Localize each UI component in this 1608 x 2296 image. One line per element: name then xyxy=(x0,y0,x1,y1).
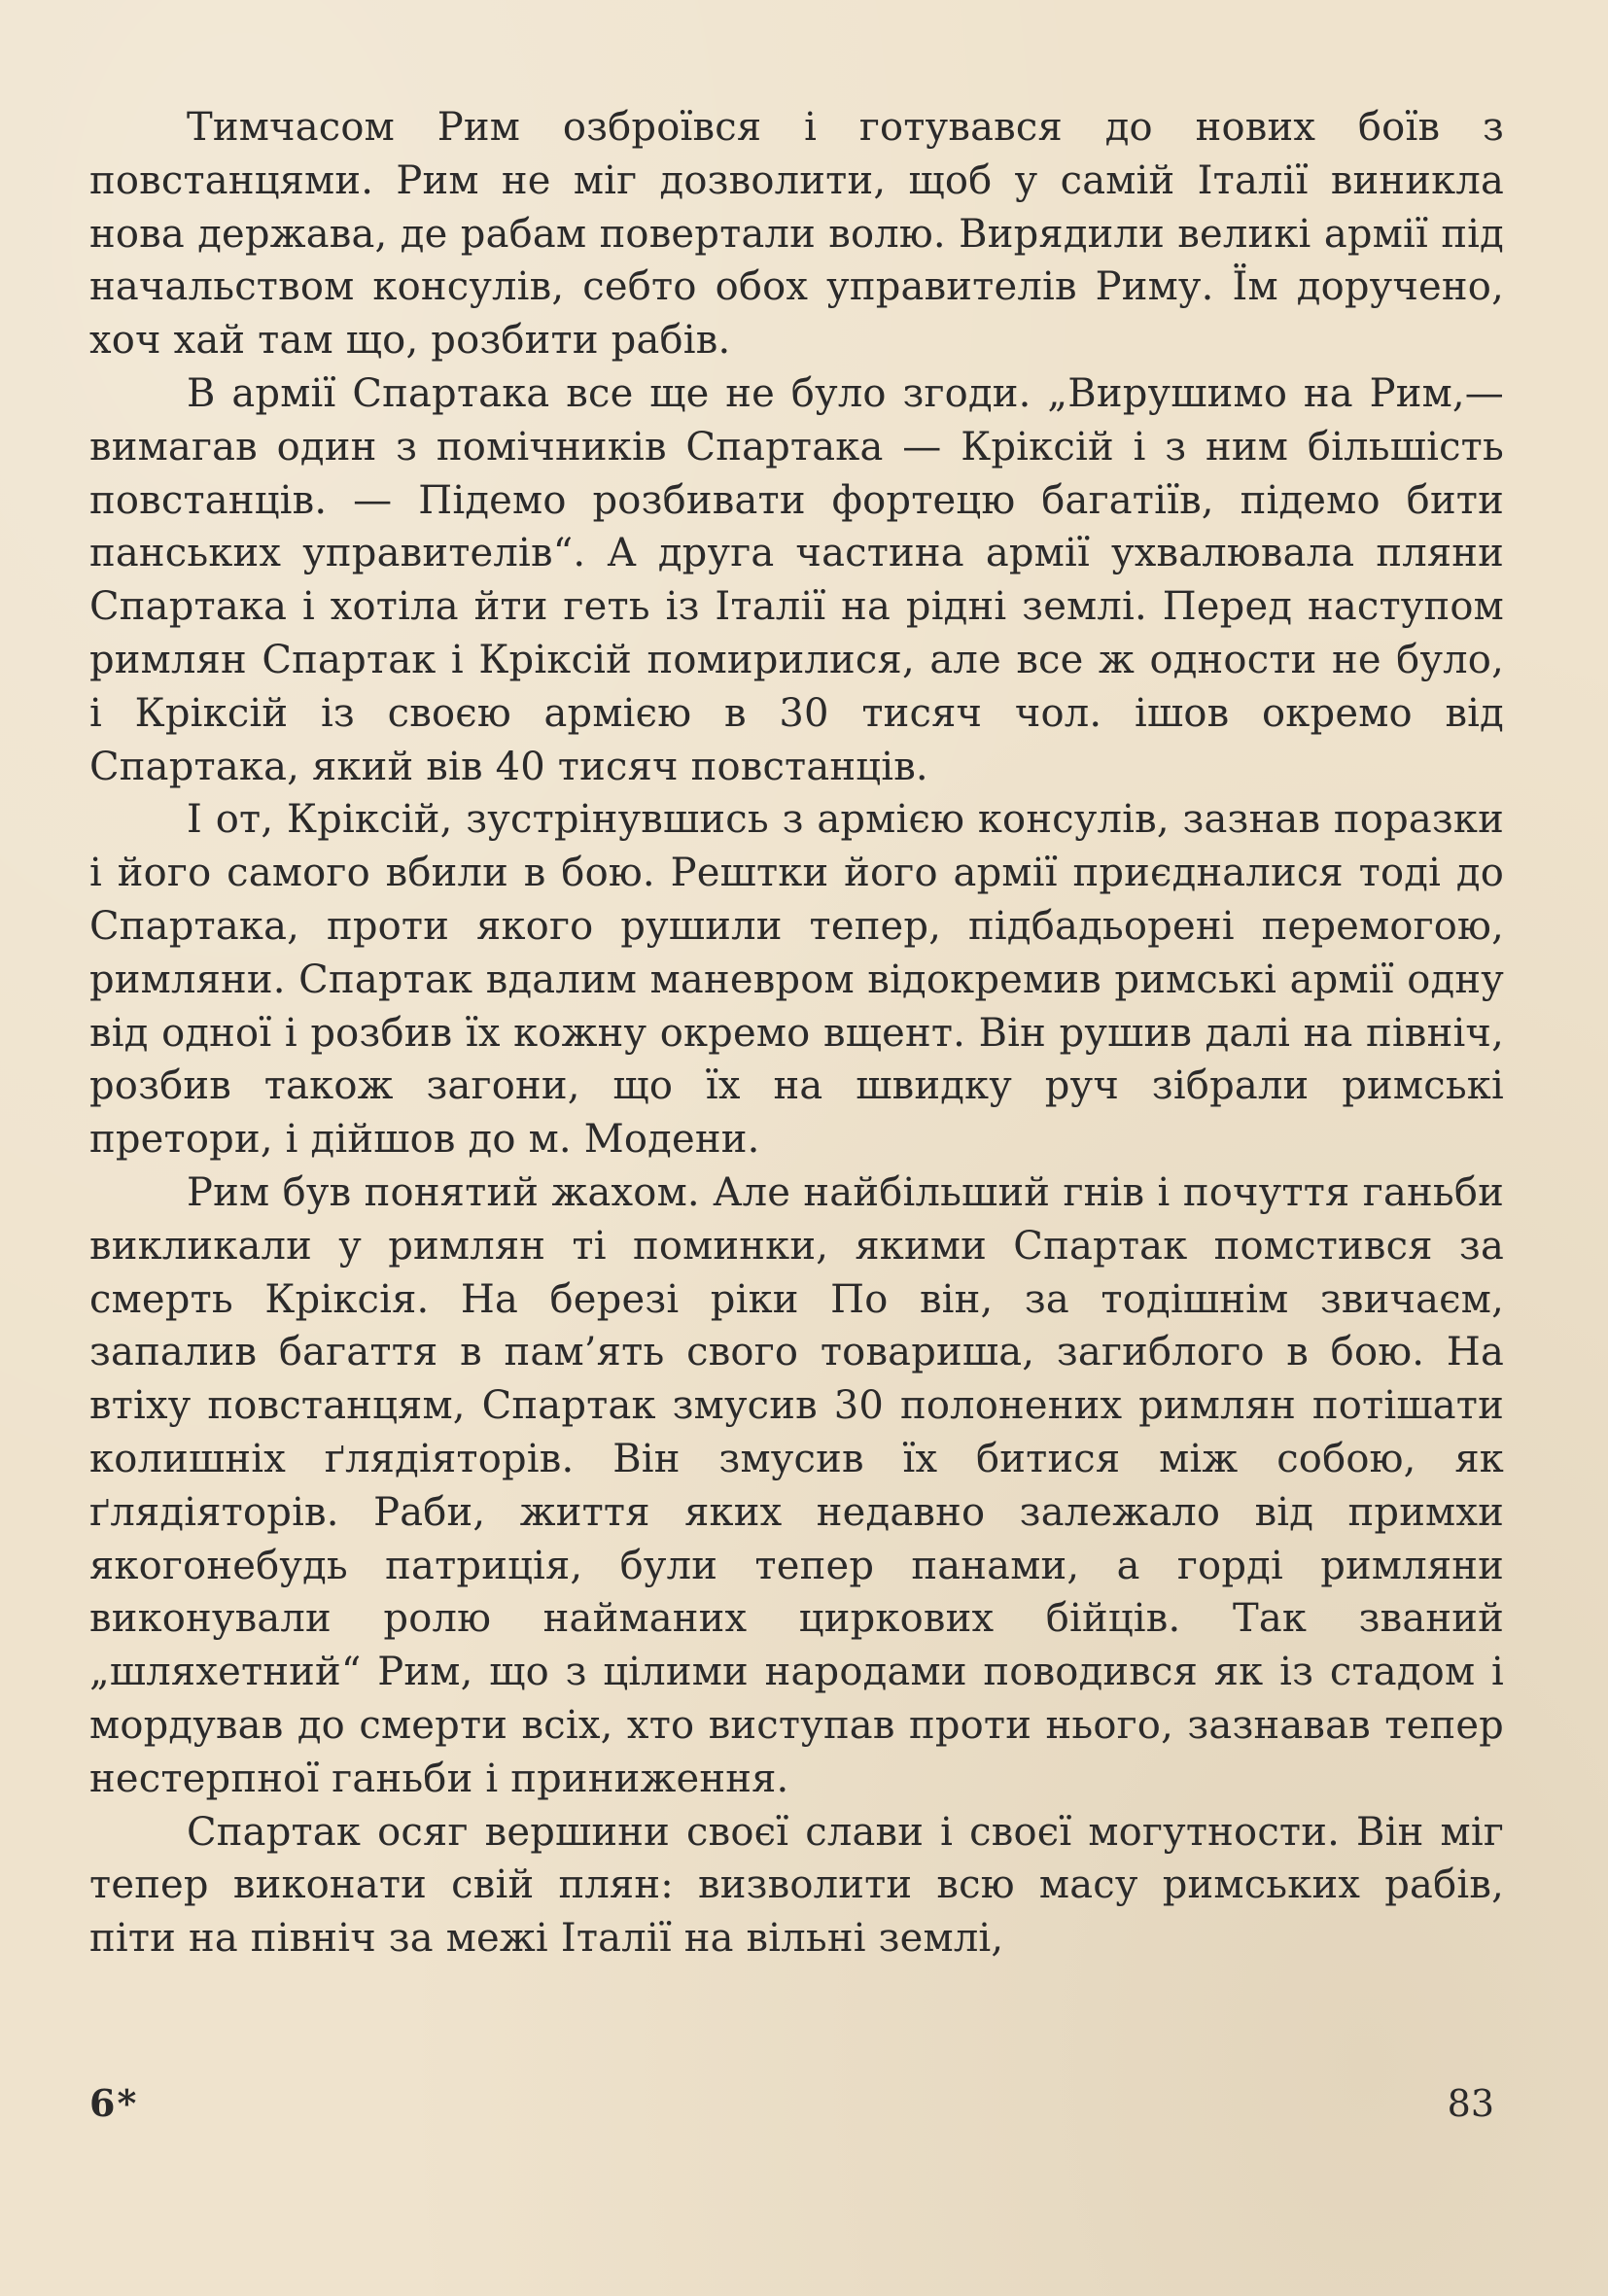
paragraph-1: Тимчасом Рим озброївся і готувався до нових боїв з повстанцями. Рим не міг дозволити, щоб у самій Італії виникла нова держава, де рабам повертали волю. Вирядили великі армії під начальством консулів, себто обох управителів Риму. Їм доручено, хоч хай там що, розбити рабів. xyxy=(89,105,1504,364)
paragraph-5: Спартак осяг вершини своєї слави і своєї могутности. Він міг тепер виконати свій плян: визволити всю масу римських рабів, піти на північ за межі Італії на вільні землі, xyxy=(89,1809,1504,1962)
page-number: 83 xyxy=(1447,2082,1494,2125)
page-body-text xyxy=(89,101,1504,1966)
paragraph-4: Рим був понятий жахом. Але найбільший гнів і почуття ганьби викликали у римлян ті поминки, якими Спартак помстився за смерть Кріксія. На березі ріки По він, за тодішнім звичаєм, запалив багаття в пам’ять свого товариша, загиблого в бою. На втіху повстанцям, Спартак змусив 30 полонених римлян потішати колишніх ґлядіяторів. Він змусив їх битися між собою, як ґлядіяторів. Раби, життя яких недавно залежало від примхи якогонебудь патриція, були тепер панами, а горді римляни виконували ролю найманих циркових бійців. Так званий „шляхетний“ Рим, що з цілими народами поводився як із стадом і мордував до смерти всіх, хто виступав проти нього, зазнавав тепер нестерпної ганьби і приниження. xyxy=(89,1169,1504,1801)
paragraph-3: І от, Кріксій, зустрінувшись з армією консулів, зазнав поразки і його самого вбили в бою. Рештки його армії приєдналися тоді до Спартака, проти якого рушили тепер, підбадьорені перемогою, римляни. Спартак вдалим маневром відокремив римські армії одну від одної і розбив їх кожну окремо вщент. Він рушив далі на північ, розбив також загони, що їх на швидку руч зібрали римські претори, і дійшов до м. Модени. xyxy=(89,797,1504,1163)
printer-signature-mark: 6* xyxy=(89,2081,139,2125)
page-footer xyxy=(89,2080,1494,2127)
paragraph-2: В армії Спартака все ще не було згоди. „Вирушимо на Рим,— вимагав один з помічників Спартака — Кріксій і з ним більшість повстанців. — Підемо розбивати фортецю багатіїв, підемо бити панських управителів“. А друга частина армії ухвалювала пляни Спартака і хотіла йти геть із Італії на рідні землі. Перед наступом римлян Спартак і Кріксій помирилися, але все ж одности не було, і Кріксій із своєю армією в 30 тисяч чол. ішов окремо від Спартака, який вів 40 тисяч повстанців. xyxy=(89,370,1504,789)
